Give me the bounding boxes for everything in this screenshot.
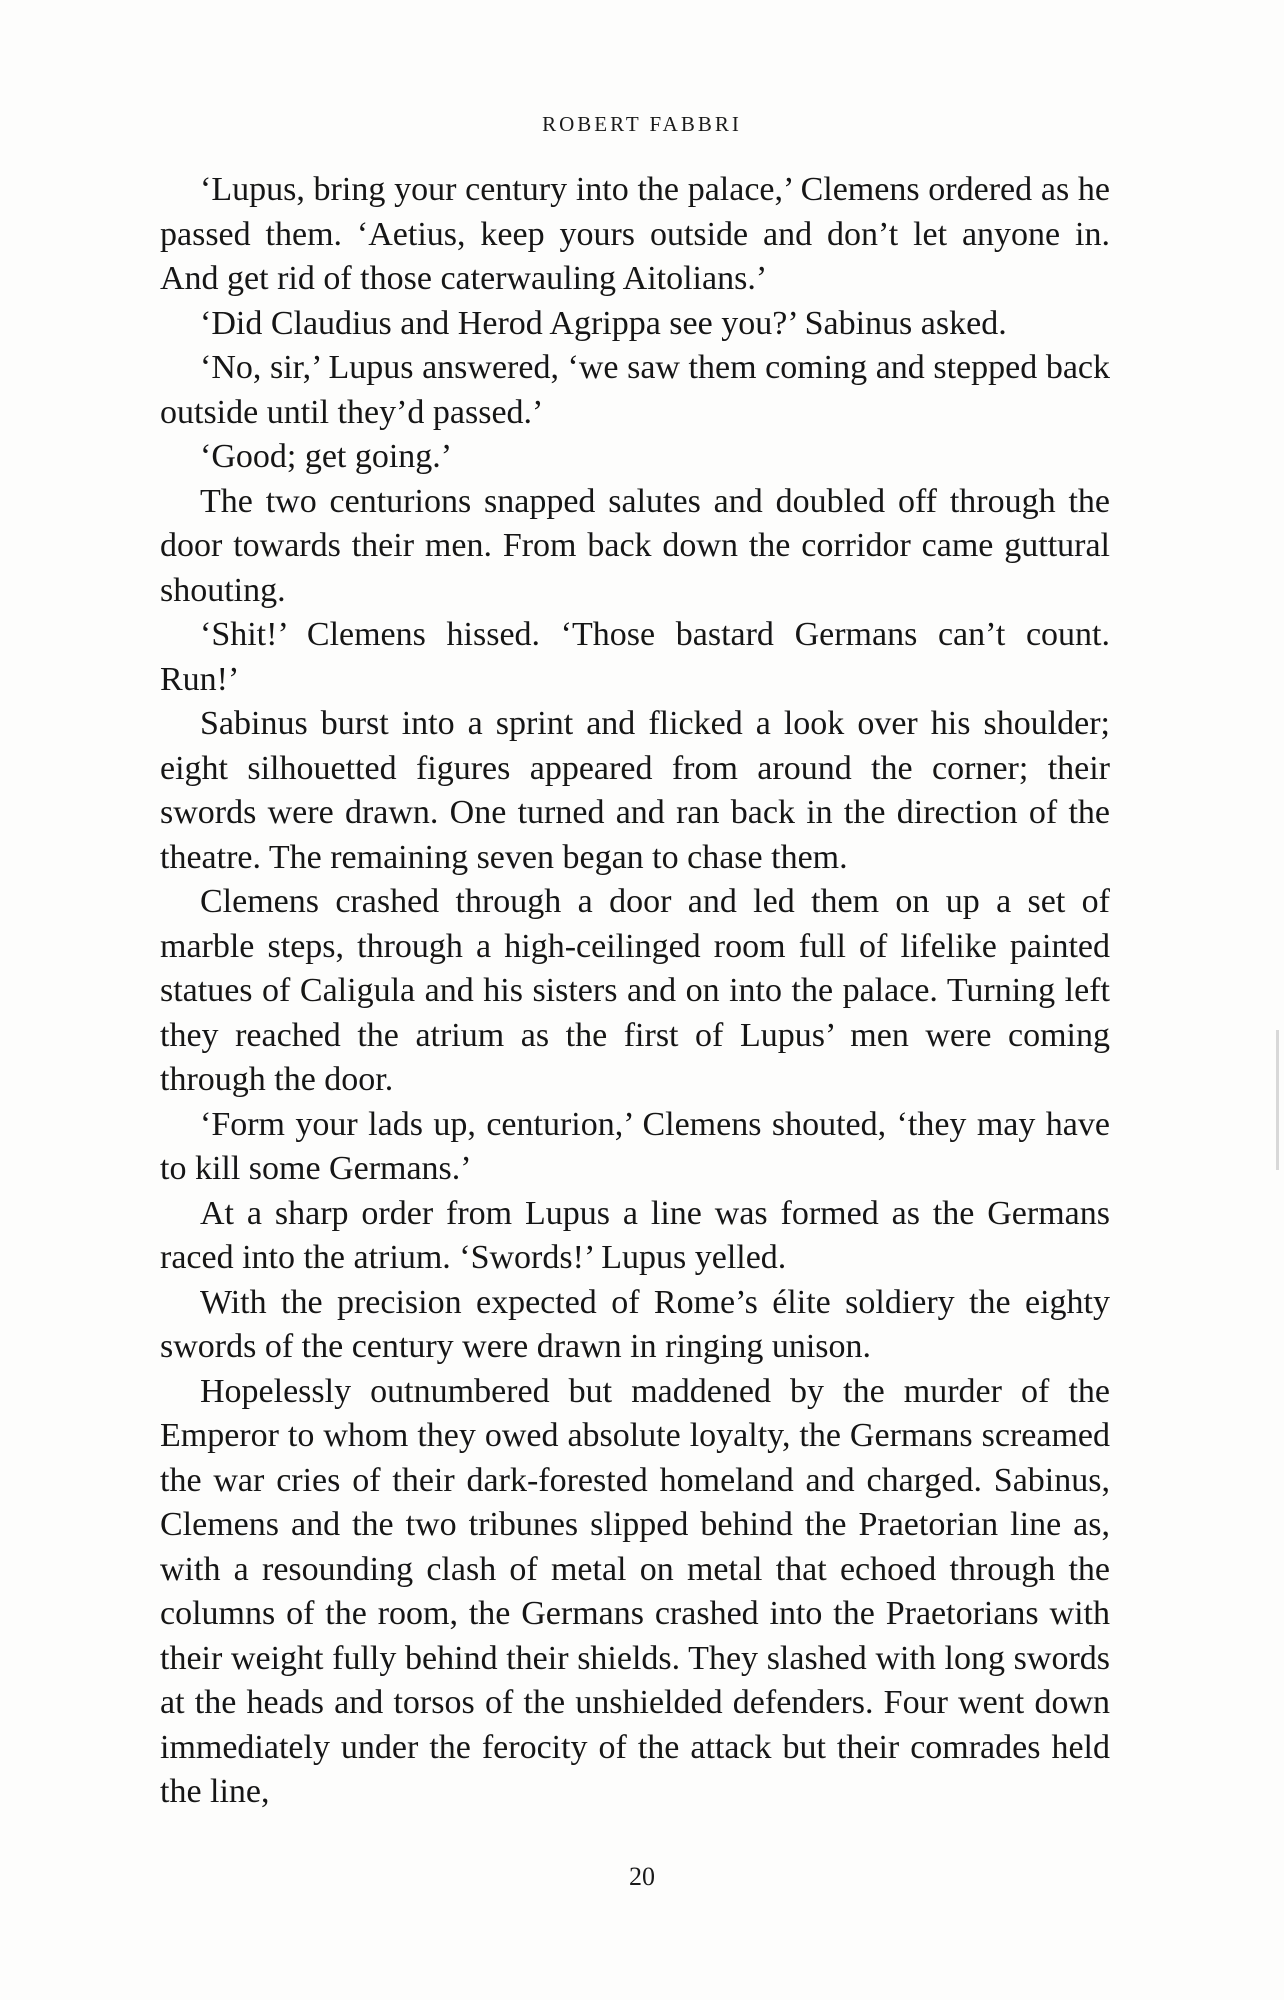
running-head: ROBERT FABBRI	[542, 112, 742, 136]
paragraph: ‘Form your lads up, centurion,’ Clemens shouted, ‘they may have to kill some Germans.’	[160, 1105, 1110, 1187]
paragraph: Clemens crashed through a door and led them on up a set of marble steps, through a high-ceilinged room full of lifelike painted statues of Caligula and his sisters and on into the palace. Turning left they reached the atrium as the first of Lupus’ men were coming through the door.	[160, 883, 1110, 1098]
paragraph: Hopelessly outnumbered but maddened by the murder of the Emperor to whom they owed absolute loyalty, the Germans screamed the war cries of their dark-forested homeland and charged. Sabinus, Clemens and the two tribunes slipped behind the Praetorian line as, with a resounding clash of metal on metal that echoed through the columns of the room, the Germans crashed into the Praetorians with their weight fully behind their shields. They slashed with long swords at the heads and torsos of the unshielded defenders. Four went down immediately under the ferocity of the attack but their comrades held the line,	[160, 1372, 1110, 1810]
paragraph: The two centurions snapped salutes and doubled off through the door towards their men. From back down the corridor came guttural shouting.	[160, 482, 1110, 609]
scan-edge-shadow	[1276, 1030, 1279, 1170]
paragraph: At a sharp order from Lupus a line was formed as the Germans raced into the atrium. ‘Swords!’ Lupus yelled.	[160, 1194, 1110, 1276]
page-number: 20	[629, 1862, 655, 1891]
paragraph: Sabinus burst into a sprint and flicked a look over his shoulder; eight silhouetted figures appeared from around the corner; their swords were drawn. One turned and ran back in the direction of the theatre. The remaining seven began to chase them.	[160, 705, 1110, 876]
body-text	[160, 168, 1110, 1815]
paragraph: ‘Did Claudius and Herod Agrippa see you?’ Sabinus asked.	[200, 304, 1007, 342]
paragraph: ‘Good; get going.’	[200, 438, 453, 475]
paragraph: With the precision expected of Rome’s élite soldiery the eighty swords of the century were drawn in ringing unison.	[160, 1283, 1110, 1365]
paragraph: ‘Shit!’ Clemens hissed. ‘Those bastard Germans can’t count. Run!’	[160, 616, 1110, 698]
paragraph: ‘No, sir,’ Lupus answered, ‘we saw them coming and stepped back outside until they’d passed.’	[160, 349, 1110, 431]
paragraph: ‘Lupus, bring your century into the palace,’ Clemens ordered as he passed them. ‘Aetius, keep yours outside and don’t let anyone in. And get rid of those caterwauling Aitolians.’	[160, 171, 1110, 297]
